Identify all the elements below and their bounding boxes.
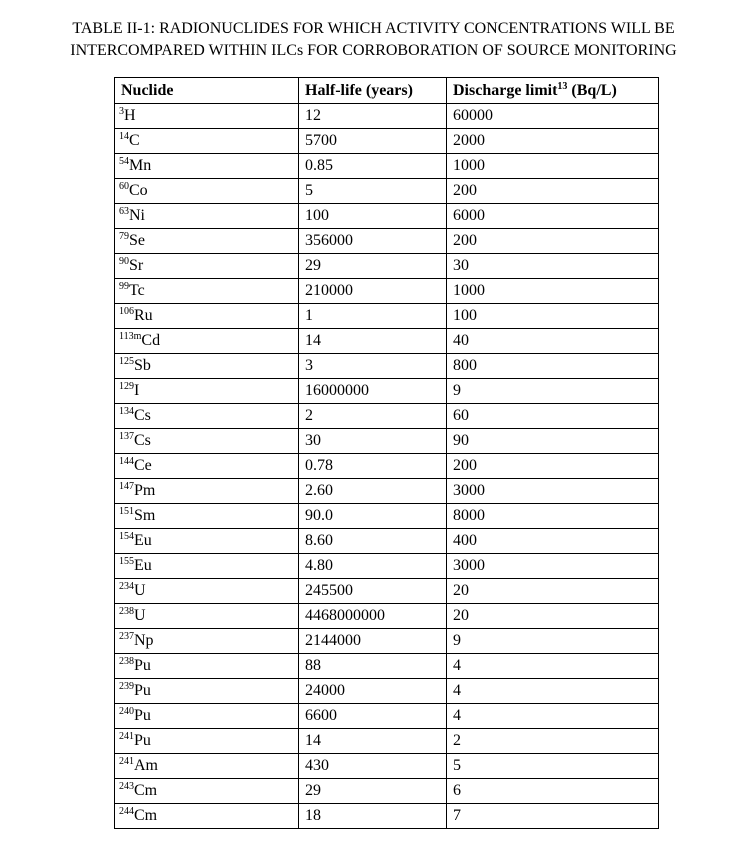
half-life-cell: 3	[299, 354, 447, 379]
element-symbol: Np	[134, 632, 154, 649]
mass-number: 244	[119, 806, 134, 817]
mass-number: 134	[119, 406, 134, 417]
discharge-limit-cell: 9	[447, 629, 659, 654]
table-row	[115, 279, 659, 304]
discharge-limit-cell: 6	[447, 779, 659, 804]
table-row	[115, 504, 659, 529]
mass-number: 241	[119, 731, 134, 742]
discharge-limit-cell: 4	[447, 704, 659, 729]
mass-number: 137	[119, 431, 134, 442]
header-discharge-unit: (Bq/L)	[567, 81, 617, 99]
mass-number: 155	[119, 556, 134, 567]
header-discharge-limit	[447, 78, 659, 104]
nuclide-cell	[115, 479, 299, 504]
half-life-cell: 16000000	[299, 379, 447, 404]
half-life-cell: 12	[299, 104, 447, 129]
table-row	[115, 379, 659, 404]
discharge-limit-cell: 200	[447, 454, 659, 479]
mass-number: 147	[119, 481, 134, 492]
discharge-limit-cell: 90	[447, 429, 659, 454]
discharge-limit-cell: 200	[447, 229, 659, 254]
mass-number: 14	[119, 131, 129, 142]
half-life-cell: 6600	[299, 704, 447, 729]
half-life-cell: 210000	[299, 279, 447, 304]
element-symbol: Ni	[129, 207, 145, 224]
mass-number: 238	[119, 656, 134, 667]
table-row	[115, 604, 659, 629]
half-life-cell: 14	[299, 329, 447, 354]
nuclide-cell	[115, 754, 299, 779]
element-symbol: U	[134, 607, 146, 624]
table-header-row	[115, 78, 659, 104]
discharge-limit-cell: 800	[447, 354, 659, 379]
element-symbol: Mn	[129, 157, 152, 174]
element-symbol: Ru	[134, 307, 153, 324]
discharge-limit-cell: 30	[447, 254, 659, 279]
mass-number: 106	[119, 306, 134, 317]
half-life-cell: 356000	[299, 229, 447, 254]
half-life-cell: 2.60	[299, 479, 447, 504]
mass-number: 241	[119, 756, 134, 767]
mass-number: 113m	[119, 331, 142, 342]
element-symbol: U	[134, 582, 146, 599]
nuclide-cell	[115, 454, 299, 479]
table-caption	[0, 18, 747, 62]
element-symbol: Cm	[134, 807, 158, 824]
element-symbol: H	[124, 107, 136, 124]
half-life-cell: 430	[299, 754, 447, 779]
element-symbol: Se	[129, 232, 145, 249]
table-row	[115, 354, 659, 379]
discharge-limit-cell: 200	[447, 179, 659, 204]
element-symbol: Co	[129, 182, 148, 199]
mass-number: 239	[119, 681, 134, 692]
element-symbol: Eu	[134, 532, 152, 549]
table-row	[115, 179, 659, 204]
half-life-cell: 30	[299, 429, 447, 454]
discharge-limit-cell: 100	[447, 304, 659, 329]
mass-number: 144	[119, 456, 134, 467]
nuclide-cell	[115, 654, 299, 679]
element-symbol: Cm	[134, 782, 158, 799]
mass-number: 151	[119, 506, 134, 517]
mass-number: 125	[119, 356, 134, 367]
half-life-cell: 4468000000	[299, 604, 447, 629]
table-row	[115, 154, 659, 179]
table-row	[115, 129, 659, 154]
nuclide-cell	[115, 604, 299, 629]
nuclide-cell	[115, 229, 299, 254]
discharge-limit-cell: 4	[447, 679, 659, 704]
table-row	[115, 729, 659, 754]
half-life-cell: 245500	[299, 579, 447, 604]
footnote-reference: 13	[557, 80, 568, 92]
element-symbol: Pm	[134, 482, 156, 499]
nuclide-cell	[115, 629, 299, 654]
discharge-limit-cell: 3000	[447, 554, 659, 579]
element-symbol: Cd	[141, 332, 161, 349]
table-row	[115, 679, 659, 704]
half-life-cell: 5700	[299, 129, 447, 154]
mass-number: 129	[119, 381, 134, 392]
mass-number: 99	[119, 281, 129, 292]
element-symbol: Pu	[134, 657, 151, 674]
nuclide-cell	[115, 554, 299, 579]
half-life-cell: 24000	[299, 679, 447, 704]
nuclide-cell	[115, 129, 299, 154]
nuclide-cell	[115, 404, 299, 429]
caption-line-1: TABLE II-1: RADIONUCLIDES FOR WHICH ACTIVITY CONCENTRATIONS WILL BE	[72, 20, 675, 37]
nuclide-cell	[115, 379, 299, 404]
half-life-cell: 4.80	[299, 554, 447, 579]
nuclide-cell	[115, 179, 299, 204]
mass-number: 90	[119, 256, 129, 267]
discharge-limit-cell: 1000	[447, 154, 659, 179]
half-life-cell: 90.0	[299, 504, 447, 529]
header-half-life: Half-life (years)	[299, 78, 447, 104]
table-row	[115, 554, 659, 579]
discharge-limit-cell: 60000	[447, 104, 659, 129]
table-row	[115, 104, 659, 129]
nuclide-cell	[115, 804, 299, 829]
nuclide-cell	[115, 304, 299, 329]
table-body	[115, 104, 659, 829]
nuclide-cell	[115, 704, 299, 729]
mass-number: 238	[119, 606, 134, 617]
mass-number: 54	[119, 156, 129, 167]
element-symbol: Sr	[129, 257, 144, 274]
mass-number: 79	[119, 231, 129, 242]
half-life-cell: 1	[299, 304, 447, 329]
table-row	[115, 229, 659, 254]
element-symbol: Pu	[134, 707, 151, 724]
table-row	[115, 329, 659, 354]
discharge-limit-cell: 6000	[447, 204, 659, 229]
half-life-cell: 29	[299, 254, 447, 279]
table-row	[115, 454, 659, 479]
table-row	[115, 204, 659, 229]
header-discharge-label: Discharge limit	[453, 81, 558, 99]
discharge-limit-cell: 20	[447, 604, 659, 629]
discharge-limit-cell: 7	[447, 804, 659, 829]
table-row	[115, 779, 659, 804]
element-symbol: C	[129, 132, 140, 149]
discharge-limit-cell: 20	[447, 579, 659, 604]
nuclide-cell	[115, 779, 299, 804]
nuclide-cell	[115, 504, 299, 529]
radionuclide-table	[114, 77, 659, 829]
discharge-limit-cell: 8000	[447, 504, 659, 529]
table-row	[115, 529, 659, 554]
mass-number: 63	[119, 206, 129, 217]
half-life-cell: 18	[299, 804, 447, 829]
half-life-cell: 14	[299, 729, 447, 754]
element-symbol: Tc	[129, 282, 145, 299]
nuclide-cell	[115, 529, 299, 554]
element-symbol: Pu	[134, 682, 151, 699]
discharge-limit-cell: 5	[447, 754, 659, 779]
element-symbol: Sb	[134, 357, 151, 374]
table-row	[115, 579, 659, 604]
discharge-limit-cell: 400	[447, 529, 659, 554]
half-life-cell: 0.78	[299, 454, 447, 479]
nuclide-cell	[115, 254, 299, 279]
table-row	[115, 479, 659, 504]
nuclide-cell	[115, 104, 299, 129]
nuclide-cell	[115, 279, 299, 304]
element-symbol: Eu	[134, 557, 152, 574]
element-symbol: Cs	[134, 432, 151, 449]
nuclide-cell	[115, 354, 299, 379]
table-row	[115, 429, 659, 454]
discharge-limit-cell: 4	[447, 654, 659, 679]
table-row	[115, 704, 659, 729]
element-symbol: I	[134, 382, 140, 399]
table-row	[115, 404, 659, 429]
table-row	[115, 754, 659, 779]
mass-number: 60	[119, 181, 129, 192]
table-row	[115, 304, 659, 329]
half-life-cell: 2144000	[299, 629, 447, 654]
table-row	[115, 654, 659, 679]
mass-number: 154	[119, 531, 134, 542]
caption-line-2: INTERCOMPARED WITHIN ILCs FOR CORROBORATION OF SOURCE MONITORING	[70, 42, 677, 59]
half-life-cell: 0.85	[299, 154, 447, 179]
discharge-limit-cell: 2000	[447, 129, 659, 154]
discharge-limit-cell: 40	[447, 329, 659, 354]
element-symbol: Sm	[134, 507, 156, 524]
mass-number: 240	[119, 706, 134, 717]
discharge-limit-cell: 1000	[447, 279, 659, 304]
mass-number: 3	[119, 106, 124, 117]
element-symbol: Pu	[134, 732, 151, 749]
nuclide-cell	[115, 329, 299, 354]
half-life-cell: 2	[299, 404, 447, 429]
half-life-cell: 100	[299, 204, 447, 229]
nuclide-cell	[115, 429, 299, 454]
table-row	[115, 804, 659, 829]
mass-number: 234	[119, 581, 134, 592]
nuclide-cell	[115, 679, 299, 704]
table-row	[115, 254, 659, 279]
mass-number: 243	[119, 781, 134, 792]
half-life-cell: 88	[299, 654, 447, 679]
element-symbol: Am	[134, 757, 158, 774]
element-symbol: Cs	[134, 407, 151, 424]
nuclide-cell	[115, 204, 299, 229]
discharge-limit-cell: 2	[447, 729, 659, 754]
nuclide-cell	[115, 729, 299, 754]
table-row	[115, 629, 659, 654]
element-symbol: Ce	[134, 457, 152, 474]
discharge-limit-cell: 9	[447, 379, 659, 404]
half-life-cell: 29	[299, 779, 447, 804]
nuclide-cell	[115, 579, 299, 604]
nuclide-cell	[115, 154, 299, 179]
discharge-limit-cell: 60	[447, 404, 659, 429]
discharge-limit-cell: 3000	[447, 479, 659, 504]
mass-number: 237	[119, 631, 134, 642]
half-life-cell: 8.60	[299, 529, 447, 554]
half-life-cell: 5	[299, 179, 447, 204]
header-nuclide: Nuclide	[115, 78, 299, 104]
